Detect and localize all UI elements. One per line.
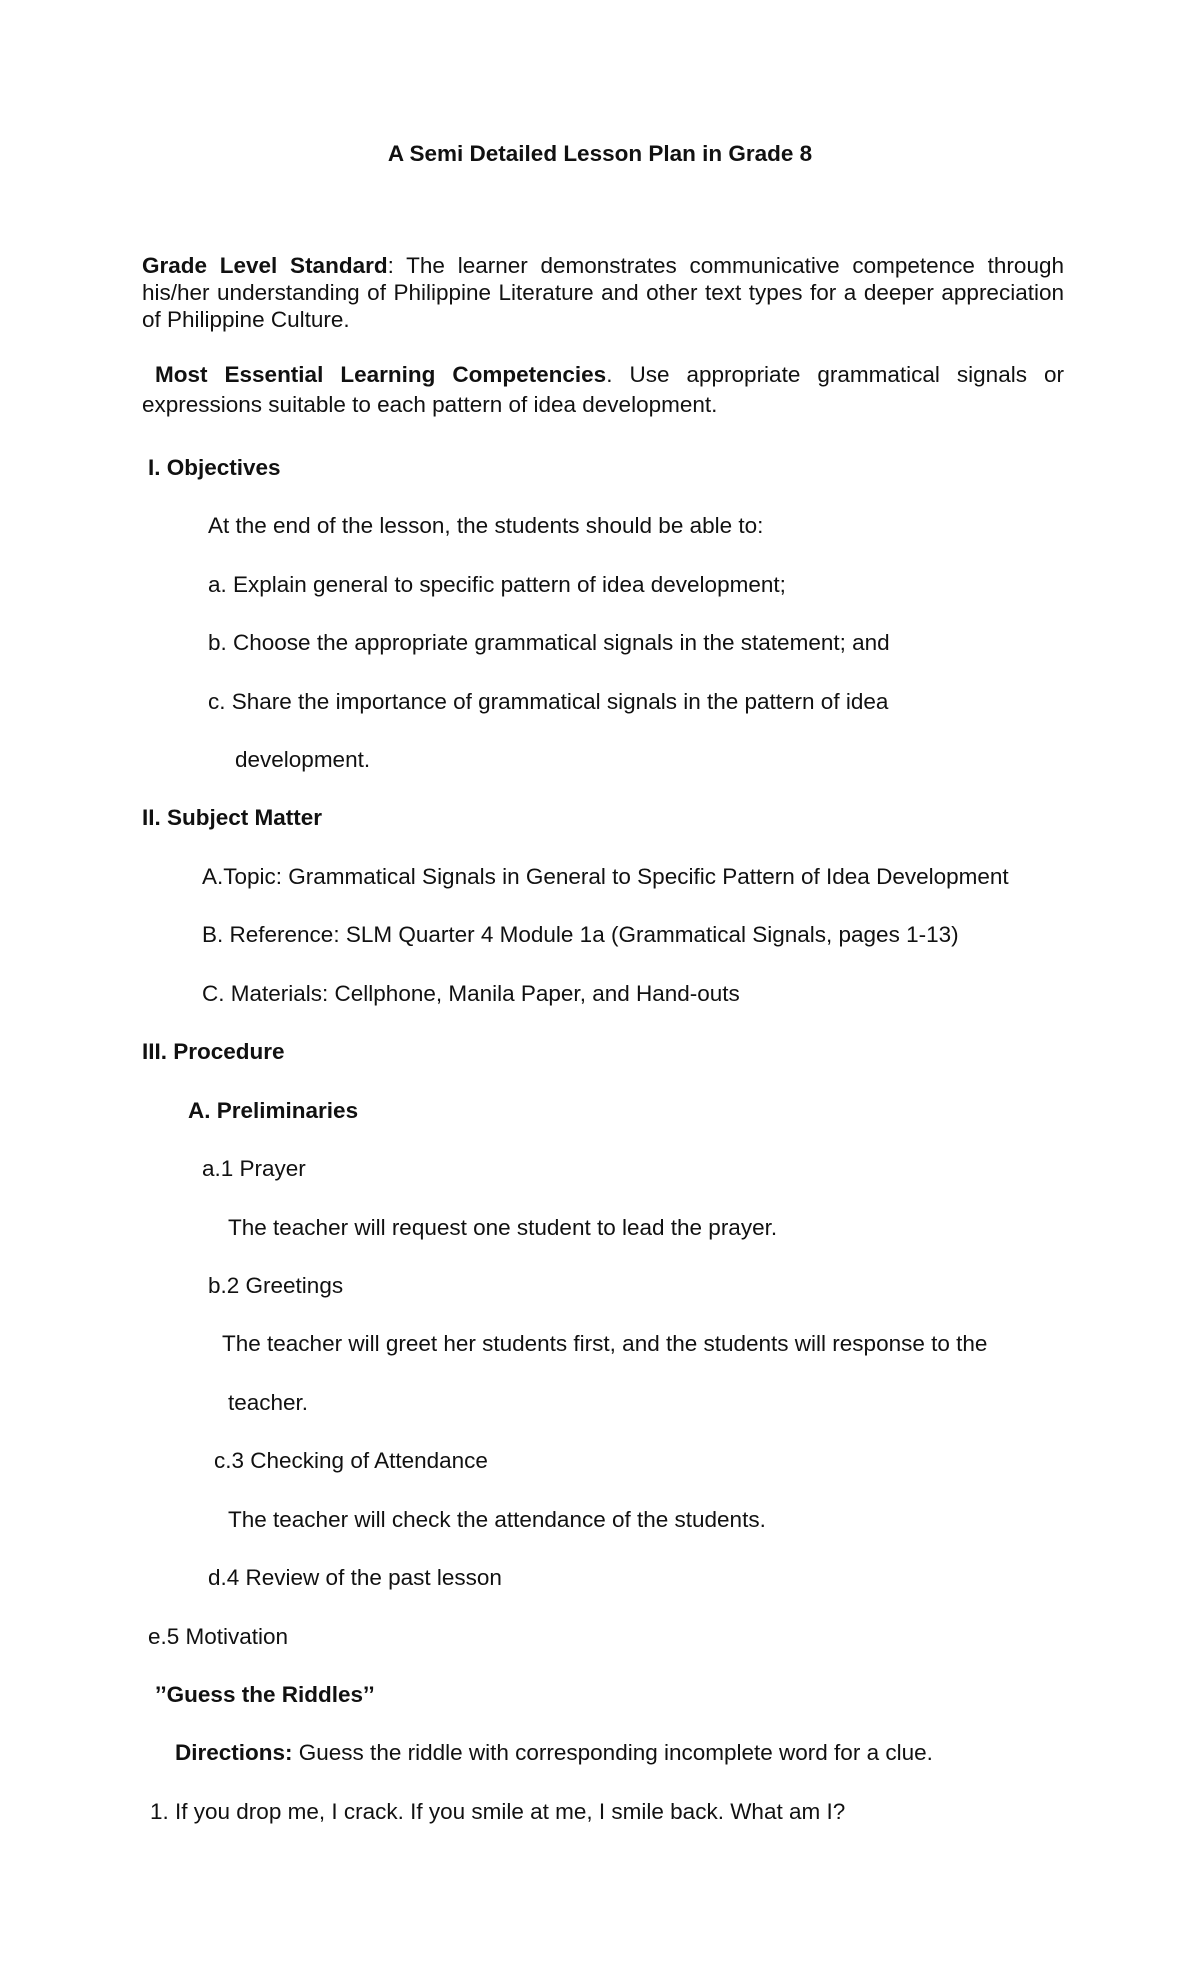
objectives-heading: I. Objectives <box>148 455 281 480</box>
riddle-item-1: 1. If you drop me, I crack. If you smile at me, I smile back. What am I? <box>150 1799 846 1824</box>
objective-item-c-continued: development. <box>235 747 371 772</box>
subject-matter-reference: B. Reference: SLM Quarter 4 Module 1a (Grammatical Signals, pages 1-13) <box>202 922 959 947</box>
melc-text: . Use appropriate grammatical signals or expressions suitable to each pattern of idea development. <box>142 362 1064 417</box>
greetings-text: The teacher will greet her students first, and the students will response to the <box>222 1331 988 1356</box>
subject-matter-materials: C. Materials: Cellphone, Manila Paper, and Hand-outs <box>202 981 740 1006</box>
page-title: A Semi Detailed Lesson Plan in Grade 8 <box>387 141 813 166</box>
procedure-heading: III. Procedure <box>142 1039 285 1064</box>
attendance-label: c.3 Checking of Attendance <box>214 1448 488 1473</box>
melc-paragraph <box>142 360 1064 420</box>
attendance-text: The teacher will check the attendance of the students. <box>228 1507 766 1532</box>
objective-item-a: a. Explain general to specific pattern of idea development; <box>208 572 786 597</box>
greetings-label: b.2 Greetings <box>208 1273 344 1298</box>
subject-matter-topic: A.Topic: Grammatical Signals in General to Specific Pattern of Idea Development <box>202 864 1009 889</box>
subject-matter-heading: II. Subject Matter <box>142 805 323 830</box>
activity-title: ’’Guess the Riddles’’ <box>155 1682 375 1707</box>
preliminaries-heading: A. Preliminaries <box>188 1098 359 1123</box>
directions <box>175 1742 933 1765</box>
grade-level-standard <box>142 252 1064 333</box>
greetings-text-continued: teacher. <box>228 1390 309 1415</box>
motivation-label: e.5 Motivation <box>148 1624 289 1649</box>
prayer-text: The teacher will request one student to lead the prayer. <box>228 1215 778 1240</box>
grade-level-standard-label: Grade Level Standard <box>142 253 388 278</box>
prayer-label: a.1 Prayer <box>202 1156 306 1181</box>
objective-item-c: c. Share the importance of grammatical signals in the pattern of idea <box>208 689 889 714</box>
objective-item-b: b. Choose the appropriate grammatical signals in the statement; and <box>208 630 890 655</box>
review-label: d.4 Review of the past lesson <box>208 1565 502 1590</box>
directions-label: Directions: <box>175 1740 293 1765</box>
objectives-intro: At the end of the lesson, the students should be able to: <box>208 513 764 538</box>
melc-label: Most Essential Learning Competencies <box>155 362 607 387</box>
grade-level-standard-text: : The learner demonstrates communicative competence through his/her understanding of Philippine Literature and other text types for a deeper appreciation of Philippine Culture. <box>142 253 1064 332</box>
directions-text: Guess the riddle with corresponding incomplete word for a clue. <box>292 1740 933 1765</box>
